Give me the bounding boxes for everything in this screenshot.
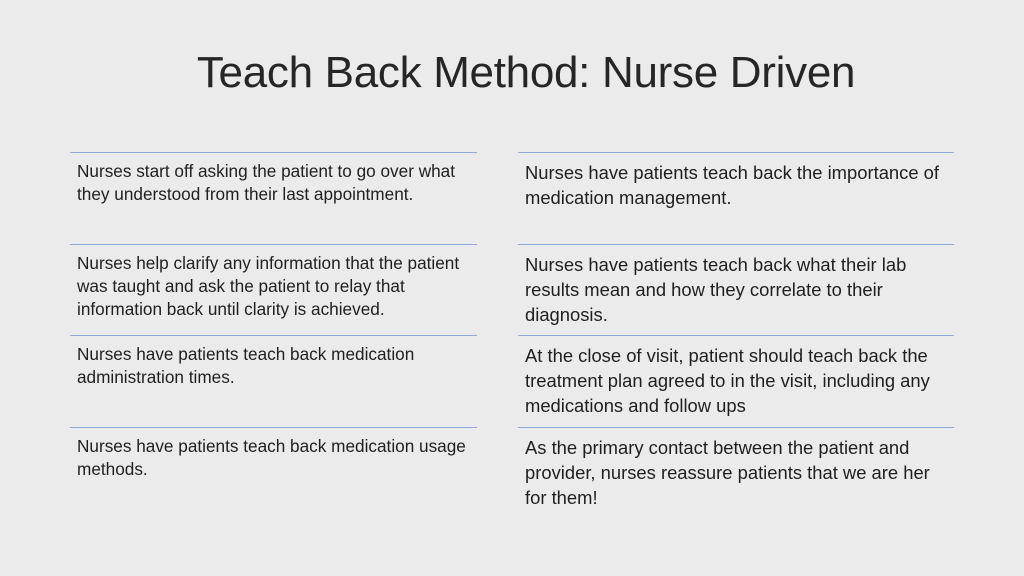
right-column [518, 152, 954, 518]
right-cell-4: As the primary contact between the patient and provider, nurses reassure patients that we are her for them! [518, 427, 954, 519]
left-cell-4: Nurses have patients teach back medication usage methods. [70, 427, 477, 519]
left-cell-2: Nurses help clarify any information that the patient was taught and ask the patient to relay that information back until clarity is achieved. [70, 244, 477, 336]
slide-title: Teach Back Method: Nurse Driven [196, 48, 856, 97]
right-cell-3: At the close of visit, patient should teach back the treatment plan agreed to in the visit, including any medications and follow ups [518, 335, 954, 427]
left-column [70, 152, 477, 518]
left-cell-1: Nurses start off asking the patient to go over what they understood from their last appointment. [70, 152, 477, 244]
right-cell-2: Nurses have patients teach back what their lab results mean and how they correlate to their diagnosis. [518, 244, 954, 336]
left-cell-3: Nurses have patients teach back medication administration times. [70, 335, 477, 427]
right-cell-1: Nurses have patients teach back the importance of medication management. [518, 152, 954, 244]
